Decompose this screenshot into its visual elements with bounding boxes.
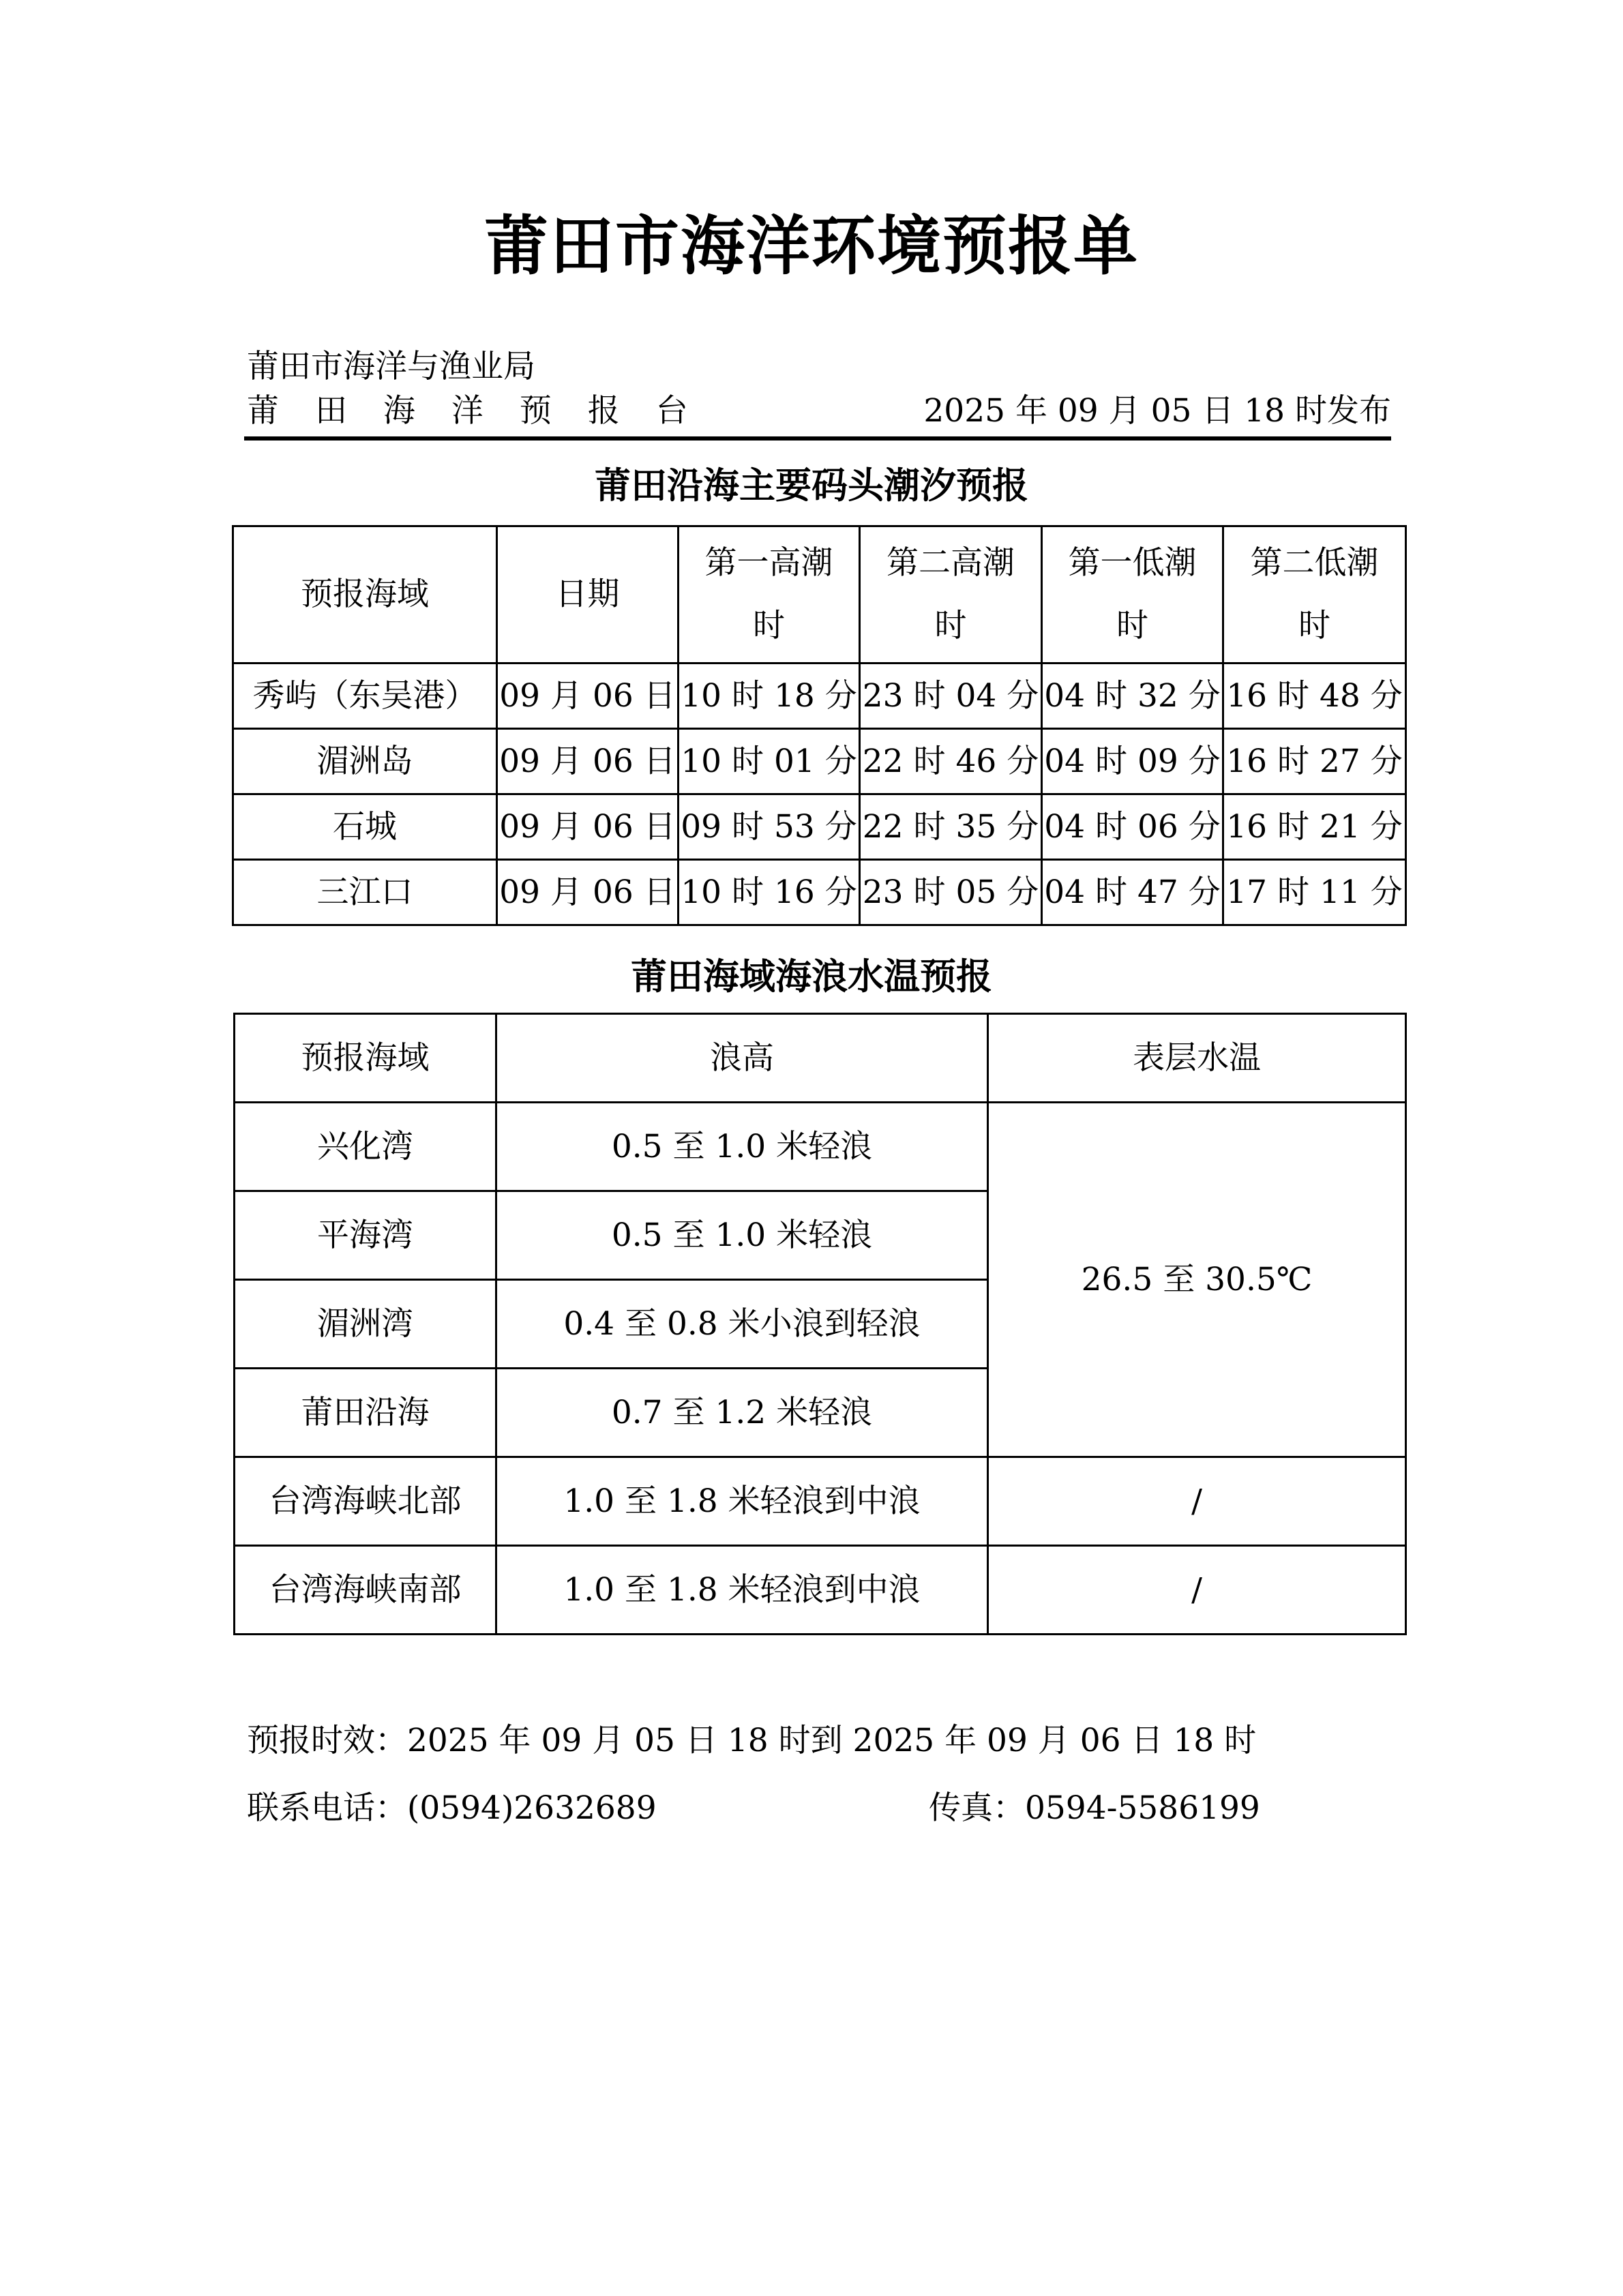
tide-header-first-high <box>679 526 860 664</box>
tide-second-low: 16 时 21 分 <box>1223 794 1406 860</box>
header-divider <box>244 436 1391 441</box>
wave-temp-table <box>233 1013 1407 1635</box>
table-row <box>235 1103 1406 1191</box>
wave-area: 兴化湾 <box>235 1103 496 1191</box>
tide-date: 09 月 06 日 <box>497 860 679 925</box>
tide-first-high: 10 时 01 分 <box>679 729 860 794</box>
tide-second-low: 17 时 11 分 <box>1223 860 1406 925</box>
wave-area: 台湾海峡北部 <box>235 1457 496 1546</box>
tide-second-high: 23 时 04 分 <box>860 664 1042 729</box>
org-name-bureau: 莆田市海洋与渔业局 <box>247 348 535 385</box>
water-temp: / <box>988 1546 1406 1635</box>
water-temp: / <box>988 1457 1406 1546</box>
wave-height: 0.5 至 1.0 米轻浪 <box>496 1103 988 1191</box>
tide-table-header <box>233 526 1406 664</box>
wave-height: 0.5 至 1.0 米轻浪 <box>496 1191 988 1280</box>
header-text: 预报海域 <box>301 576 429 613</box>
tide-header-area <box>233 526 497 664</box>
table-row <box>233 794 1406 860</box>
tide-second-high: 23 时 05 分 <box>860 860 1042 925</box>
wave-section-title: 莆田海域海浪水温预报 <box>631 955 992 998</box>
tide-table <box>232 525 1407 926</box>
tide-second-high: 22 时 35 分 <box>860 794 1042 860</box>
header-text: 第二低潮 <box>1250 544 1379 582</box>
contact-fax: 传真：0594-5586199 <box>929 1789 1260 1827</box>
tide-header-second-low <box>1223 526 1406 664</box>
wave-area: 莆田沿海 <box>235 1369 496 1457</box>
tide-area: 秀屿（东吴港） <box>233 664 497 729</box>
forecast-validity: 预报时效：2025 年 09 月 05 日 18 时到 2025 年 09 月 06 日 18 时 <box>247 1722 1257 1759</box>
header-text: 时 <box>1116 607 1148 644</box>
header-text: 日期 <box>555 576 620 613</box>
tide-first-high: 10 时 16 分 <box>679 860 860 925</box>
table-row <box>235 1457 1406 1546</box>
tide-header-second-high <box>860 526 1042 664</box>
table-row <box>233 860 1406 925</box>
wave-header-height: 浪高 <box>496 1014 988 1103</box>
tide-header-first-low <box>1042 526 1223 664</box>
wave-area: 湄洲湾 <box>235 1280 496 1369</box>
header-text: 第二高潮 <box>887 544 1015 582</box>
table-row <box>233 729 1406 794</box>
wave-height: 1.0 至 1.8 米轻浪到中浪 <box>496 1457 988 1546</box>
tide-first-low: 04 时 32 分 <box>1042 664 1223 729</box>
wave-header-temp: 表层水温 <box>988 1014 1406 1103</box>
header-text: 时 <box>934 607 967 644</box>
tide-first-high: 09 时 53 分 <box>679 794 860 860</box>
wave-area: 平海湾 <box>235 1191 496 1280</box>
tide-area: 石城 <box>233 794 497 860</box>
tide-section-title: 莆田沿海主要码头潮汐预报 <box>595 464 1028 507</box>
org-name-forecast-station: 莆 田 海 洋 预 报 台 <box>247 392 701 430</box>
wave-header-area: 预报海域 <box>235 1014 496 1103</box>
issue-time: 2025 年 09 月 05 日 18 时发布 <box>923 392 1391 430</box>
wave-height: 1.0 至 1.8 米轻浪到中浪 <box>496 1546 988 1635</box>
wave-area: 台湾海峡南部 <box>235 1546 496 1635</box>
header-text: 第一低潮 <box>1068 544 1197 582</box>
tide-header-date <box>497 526 679 664</box>
tide-first-low: 04 时 06 分 <box>1042 794 1223 860</box>
tide-second-low: 16 时 27 分 <box>1223 729 1406 794</box>
tide-date: 09 月 06 日 <box>497 664 679 729</box>
wave-height: 0.4 至 0.8 米小浪到轻浪 <box>496 1280 988 1369</box>
tide-date: 09 月 06 日 <box>497 729 679 794</box>
wave-height: 0.7 至 1.2 米轻浪 <box>496 1369 988 1457</box>
merged-water-temp: 26.5 至 30.5℃ <box>988 1103 1406 1457</box>
header-text: 第一高潮 <box>704 544 833 582</box>
tide-first-low: 04 时 47 分 <box>1042 860 1223 925</box>
page-title: 莆田市海洋环境预报单 <box>483 209 1139 284</box>
wave-table-header <box>235 1014 1406 1103</box>
header-text: 时 <box>753 607 785 644</box>
tide-second-low: 16 时 48 分 <box>1223 664 1406 729</box>
tide-first-high: 10 时 18 分 <box>679 664 860 729</box>
tide-first-low: 04 时 09 分 <box>1042 729 1223 794</box>
tide-area: 湄洲岛 <box>233 729 497 794</box>
contact-phone: 联系电话：(0594)2632689 <box>247 1789 657 1827</box>
tide-second-high: 22 时 46 分 <box>860 729 1042 794</box>
table-row <box>235 1546 1406 1635</box>
tide-area: 三江口 <box>233 860 497 925</box>
table-row <box>233 664 1406 729</box>
tide-date: 09 月 06 日 <box>497 794 679 860</box>
header-text: 时 <box>1298 607 1330 644</box>
